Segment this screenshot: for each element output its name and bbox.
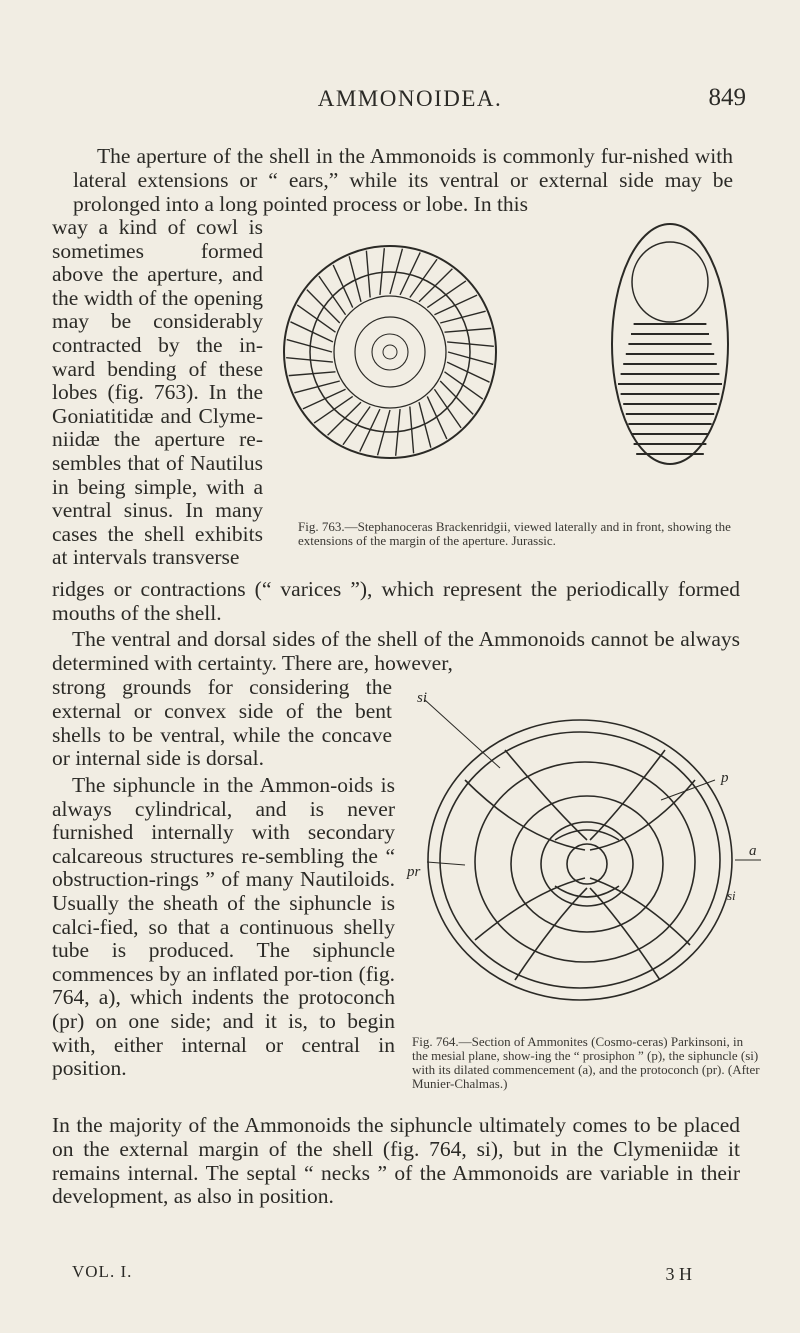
page-footer: [72, 1262, 732, 1290]
figure-763: [280, 212, 770, 512]
label-a: a: [749, 843, 757, 859]
volume-mark: VOL. I.: [72, 1262, 133, 1281]
paragraph-ventral-dorsal: The ventral and dorsal sides of the shell of the Ammonoids cannot be always determined with certainty. There are, however,: [52, 627, 740, 675]
figure-763-caption: Fig. 763.—Stephanoceras Brackenridgii, viewed laterally and in front, showing the extensions of the margin of the aperture. Jurassic.: [298, 519, 731, 548]
label-pr: pr: [407, 864, 421, 880]
running-title: AMMONOIDEA.: [317, 86, 503, 111]
figure-764: [405, 690, 765, 1030]
figure-764-caption: Fig. 764.—Section of Ammonites (Cosmo-ceras) Parkinsoni, in the mesial plane, show-ing the “ prosiphon ” (p), the siphuncle (si) with its dilated commencement (a), and the protoconch (pr). (After Munier-Chalmas.): [412, 1034, 760, 1091]
paragraph-siphuncle: The siphuncle in the Ammon-oids is always cylindrical, and is never furnished internally with secondary calcareous structures re-sembling the “ obstruction-rings ” of many Nautiloids. Usually the sheath of the siphuncle is calci-fied, so that a continuous shelly tube is produced. The siphuncle commences by an inflated por-tion (fig. 764, a), which indents the protoconch (pr) on one side; and it is, to begin with, either internal or central in position.: [52, 773, 395, 1081]
label-si-right: si: [727, 888, 736, 903]
running-header: [60, 86, 760, 122]
paragraph-ventral-wrap: strong grounds for considering the external or convex side of the bent shells to be ventral, while the concave or internal side is dorsal.: [52, 675, 392, 771]
paragraph-varices: ridges or contractions (“ varices ”), which represent the periodically formed mouths of the shell.: [52, 577, 740, 625]
label-p: p: [721, 770, 729, 786]
page-number: 849: [708, 84, 746, 111]
stephanoceras-illustration: [280, 212, 770, 512]
paragraph-aperture-wrap: way a kind of cowl is sometimes formed above the aperture, and the width of the opening may be considerably contracted by the in-ward bending of these lobes (fig. 763). In the Goniatitidæ and Clyme-niidæ the aperture re-sembles that of Nautilus in being simple, with a ventral sinus. In many cases the shell exhibits at intervals transverse: [52, 215, 263, 570]
paragraph-aperture-intro: The aperture of the shell in the Ammonoids is commonly fur-nished with lateral extensions or “ ears,” while its ventral or external side may be prolonged into a long pointed process or lobe. In this: [73, 144, 733, 216]
cosmoceras-section-diagram: [405, 690, 765, 1030]
signature-mark: 3 H: [665, 1264, 692, 1284]
paragraph-siphuncle-position: In the majority of the Ammonoids the siphuncle ultimately comes to be placed on the external margin of the shell (fig. 764, si), but in the Clymeniidæ it remains internal. The septal “ necks ” of the Ammonoids are variable in their development, as also in position.: [52, 1113, 740, 1209]
label-si-top: si: [417, 690, 428, 706]
